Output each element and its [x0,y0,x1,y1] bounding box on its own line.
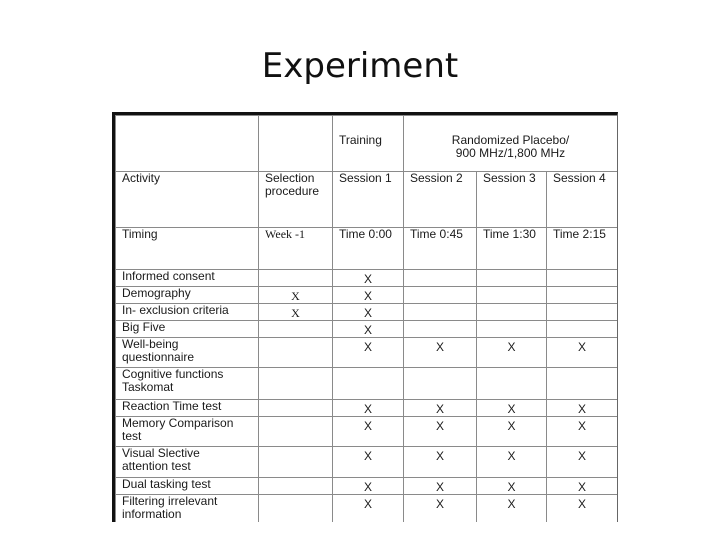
cell-session4 [547,270,618,287]
cell-session1 [333,447,404,478]
row-label: In- exclusion criteria [116,304,259,321]
cell-session1 [333,338,404,368]
cell-session2 [404,417,477,447]
mark-session1: X [363,323,372,337]
timing-session3: Time 1:30 [477,228,547,270]
row-label: Reaction Time test [116,400,259,417]
mark-session1: X [363,419,372,433]
cell-selection [259,368,333,400]
cell-session2 [404,495,477,523]
row-label: Visual Slective [122,446,200,460]
mark-session3: X [507,402,516,416]
header-training-cell [333,116,404,172]
cell-session3 [477,368,547,400]
cell-session2 [404,321,477,338]
row-label-line2: attention test [122,459,191,473]
mark-session1: X [363,449,372,463]
cell-selection [259,478,333,495]
cell-session2 [404,287,477,304]
row-label: Cognitive functions [122,367,224,381]
mark-selection: X [291,306,300,320]
cell-session4 [547,400,618,417]
cell-session3 [477,447,547,478]
table-row [116,368,618,400]
timing-selection: Week -1 [259,228,333,270]
mark-session2: X [435,402,444,416]
row-label-cell [116,447,259,478]
cell-session2 [404,338,477,368]
column-header-session1: Session 1 [333,172,404,228]
column-header-selection-line1: Selection [265,171,315,185]
mark-session2: X [435,419,444,433]
cell-session3 [477,478,547,495]
mark-session3: X [507,480,516,494]
table-row [116,338,618,368]
cell-session1 [333,321,404,338]
column-header-session4: Session 4 [547,172,618,228]
row-label: Well-being [122,337,179,351]
header-empty-activity [116,116,259,172]
mark-session1: X [363,306,372,320]
cell-session4 [547,495,618,523]
cell-session2 [404,368,477,400]
mark-session4: X [577,402,586,416]
timing-session2: Time 0:45 [404,228,477,270]
column-header-session3: Session 3 [477,172,547,228]
cell-selection [259,447,333,478]
timing-session1: Time 0:00 [333,228,404,270]
mark-session3: X [507,340,516,354]
cell-session4 [547,368,618,400]
column-header-selection-line2: procedure [265,184,320,198]
mark-session1: X [363,289,372,303]
row-label: Memory Comparison [122,416,234,430]
cell-session4 [547,447,618,478]
cell-session3 [477,400,547,417]
mark-session1: X [363,402,372,416]
activity-header-row [116,172,618,228]
header-randomized-cell [404,116,618,172]
cell-selection [259,321,333,338]
row-label-cell [116,368,259,400]
cell-selection [259,304,333,321]
cell-session3 [477,270,547,287]
mark-session1: X [363,497,372,511]
table-row [116,321,618,338]
mark-session4: X [577,449,586,463]
mark-session4: X [577,480,586,494]
table-row [116,478,618,495]
cell-session1 [333,304,404,321]
mark-session2: X [435,449,444,463]
cell-session4 [547,321,618,338]
row-label-line2: Taskomat [122,380,174,394]
column-header-session2: Session 2 [404,172,477,228]
cell-session1 [333,368,404,400]
table-header-row [116,116,618,172]
cell-session3 [477,417,547,447]
row-label-line2: questionnaire [122,350,195,364]
cell-selection [259,287,333,304]
cell-session4 [547,338,618,368]
cell-session1 [333,495,404,523]
timing-session4: Time 2:15 [547,228,618,270]
mark-session2: X [435,497,444,511]
table-row [116,270,618,287]
cell-selection [259,417,333,447]
cell-session3 [477,287,547,304]
mark-session2: X [435,340,444,354]
cell-session4 [547,417,618,447]
mark-session1: X [363,480,372,494]
mark-selection: X [291,289,300,303]
cell-selection [259,400,333,417]
cell-session2 [404,447,477,478]
cell-selection [259,270,333,287]
mark-session4: X [577,419,586,433]
mark-session2: X [435,480,444,494]
header-empty-selection [259,116,333,172]
cell-selection [259,338,333,368]
table-row [116,304,618,321]
mark-session4: X [577,340,586,354]
header-randomized-line1: Randomized Placebo/ [451,133,570,147]
row-label-line2: test [122,429,142,443]
table-row [116,400,618,417]
cell-session1 [333,417,404,447]
cell-session2 [404,270,477,287]
cell-session4 [547,287,618,304]
mark-session1: X [363,340,372,354]
table-row [116,287,618,304]
cell-session3 [477,338,547,368]
cell-session3 [477,495,547,523]
mark-session3: X [507,449,516,463]
page-title: Experiment [261,46,459,86]
column-header-selection-cell [259,172,333,228]
row-label-cell [116,338,259,368]
cell-session4 [547,478,618,495]
experiment-table-frame [112,112,618,522]
cell-session1 [333,287,404,304]
row-label: Dual tasking test [116,478,259,495]
mark-session1: X [363,272,372,286]
cell-session1 [333,400,404,417]
row-label-cell [116,495,259,523]
mark-session3: X [507,419,516,433]
mark-session3: X [507,497,516,511]
cell-session2 [404,478,477,495]
header-randomized-line2: 900 MHz/1,800 MHz [455,146,566,160]
row-label: Informed consent [116,270,259,287]
table-row [116,417,618,447]
row-label: Filtering irrelevant [122,494,218,508]
table-row [116,447,618,478]
cell-session3 [477,304,547,321]
header-training: Training [339,133,382,147]
mark-session4: X [577,497,586,511]
cell-selection [259,495,333,523]
cell-session1 [333,270,404,287]
cell-session4 [547,304,618,321]
row-label: Big Five [116,321,259,338]
row-label: Demography [116,287,259,304]
row-label-line2: information [122,507,182,521]
cell-session3 [477,321,547,338]
timing-label: Timing [116,228,259,270]
cell-session2 [404,304,477,321]
cell-session2 [404,400,477,417]
table-row [116,495,618,523]
timing-row [116,228,618,270]
column-header-activity: Activity [116,172,259,228]
cell-session1 [333,478,404,495]
row-label-cell [116,417,259,447]
experiment-table [115,115,618,522]
